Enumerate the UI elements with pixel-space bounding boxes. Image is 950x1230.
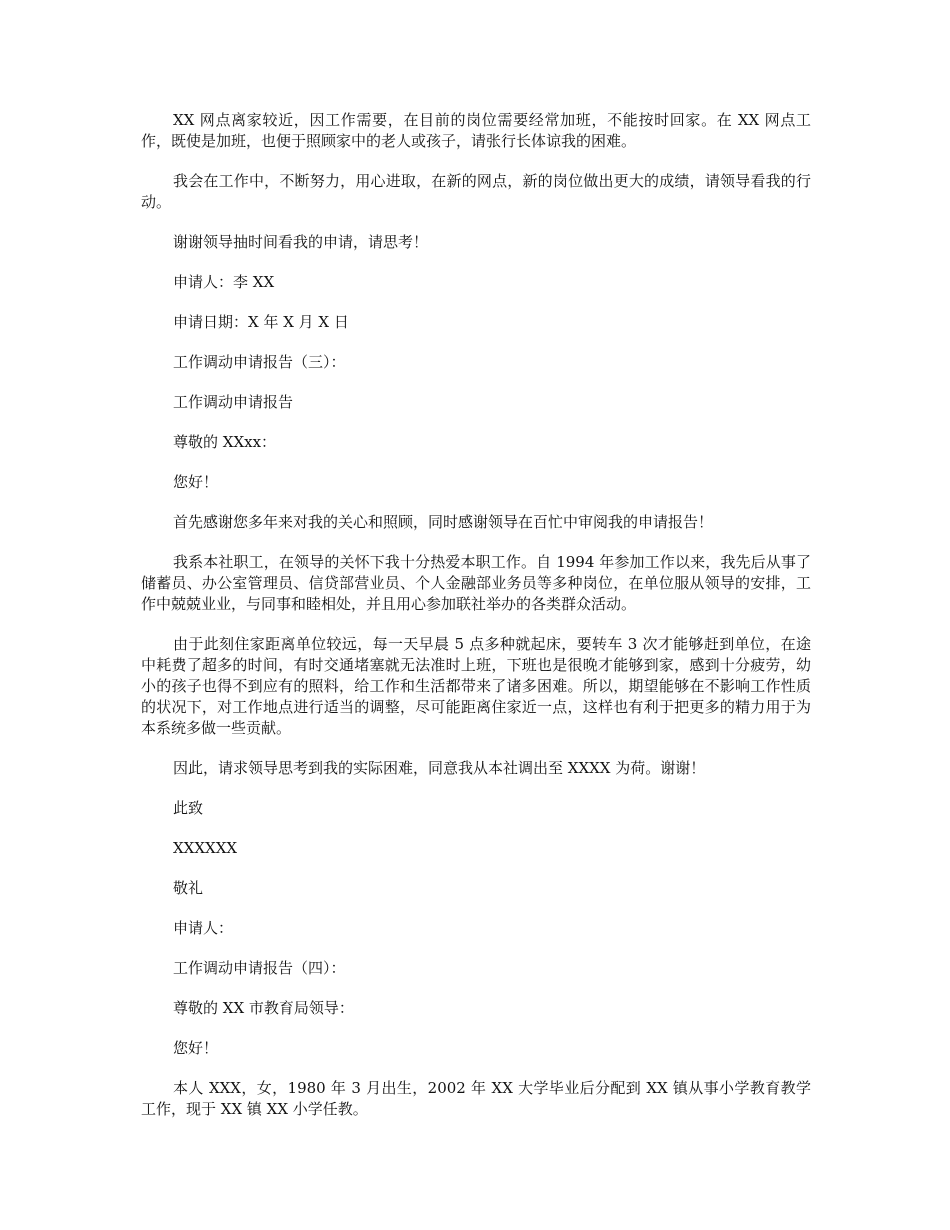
paragraph-self-introduction: 本人 XXX，女，1980 年 3 月出生，2002 年 XX 大学毕业后分配到 XX 镇从事小学教育教学工作，现于 XX 镇 XX 小学任教。 (141, 1079, 811, 1118)
paragraph-thanks: 谢谢领导抽时间看我的申请，请思考！ (173, 233, 429, 251)
application-date-line: 申请日期：X 年 X 月 X 日 (173, 313, 349, 331)
closing-cizhi: 此致 (173, 799, 204, 817)
paragraph-gratitude: 首先感谢您多年来对我的关心和照顾，同时感谢领导在百忙中审阅我的申请报告！ (173, 513, 714, 531)
paragraph-work-hard: 我会在工作中，不断努力，用心进取，在新的网点，新的岗位做出更大的成绩，请领导看我的行动。 (141, 172, 811, 211)
recipient-placeholder: XXXXXX (173, 839, 238, 857)
paragraph-branch-near-home: XX 网点离家较近，因工作需要，在目前的岗位需要经常加班，不能按时回家。在 XX 网点工作，既使是加班，也便于照顾家中的老人或孩子，请张行长体谅我的困难。 (141, 111, 811, 150)
applicant-line: 申请人：李 XX (173, 273, 275, 291)
applicant-signature-line: 申请人： (173, 919, 234, 937)
paragraph-commute-difficulty: 由于此刻住家距离单位较远，每一天早晨 5 点多种就起床，要转车 3 次才能够赶到单位，在途中耗费了超多的时间，有时交通堵塞就无法准时上班，下班也是很晚才能够到家，感到十分疲劳，幼小的孩子也得不到应有的照料，给工作和生活都带来了诸多困难。所以，期望能够在不影响工作性质的状况下，对工作地点进行适当的调整，尽可能距离住家近一点，这样也有利于把更多的精力用于为本系统多做一些贡献。 (141, 635, 811, 737)
paragraph-work-history: 我系本社职工，在领导的关怀下我十分热爱本职工作。自 1994 年参加工作以来，我先后从事了储蓄员、办公室管理员、信贷部营业员、个人金融部业务员等多种岗位，在单位服从领导的安排，工作中兢兢业业，与同事和睦相处，并且用心参加联社举办的各类群众活动。 (141, 553, 811, 613)
greeting: 您好！ (173, 473, 219, 491)
paragraph-request: 因此，请求领导思考到我的实际困难，同意我从本社调出至 XXXX 为荷。谢谢！ (173, 759, 706, 777)
section-heading-four: 工作调动申请报告（四）： (173, 959, 346, 977)
document-page (141, 110, 811, 1139)
closing-jingli: 敬礼 (173, 879, 204, 897)
report-title: 工作调动申请报告 (173, 393, 294, 411)
salutation-education-bureau: 尊敬的 XX 市教育局领导： (173, 999, 354, 1017)
section-heading-three: 工作调动申请报告（三）： (173, 353, 346, 371)
greeting-second: 您好！ (173, 1039, 219, 1057)
salutation: 尊敬的 XXxx： (173, 433, 277, 451)
